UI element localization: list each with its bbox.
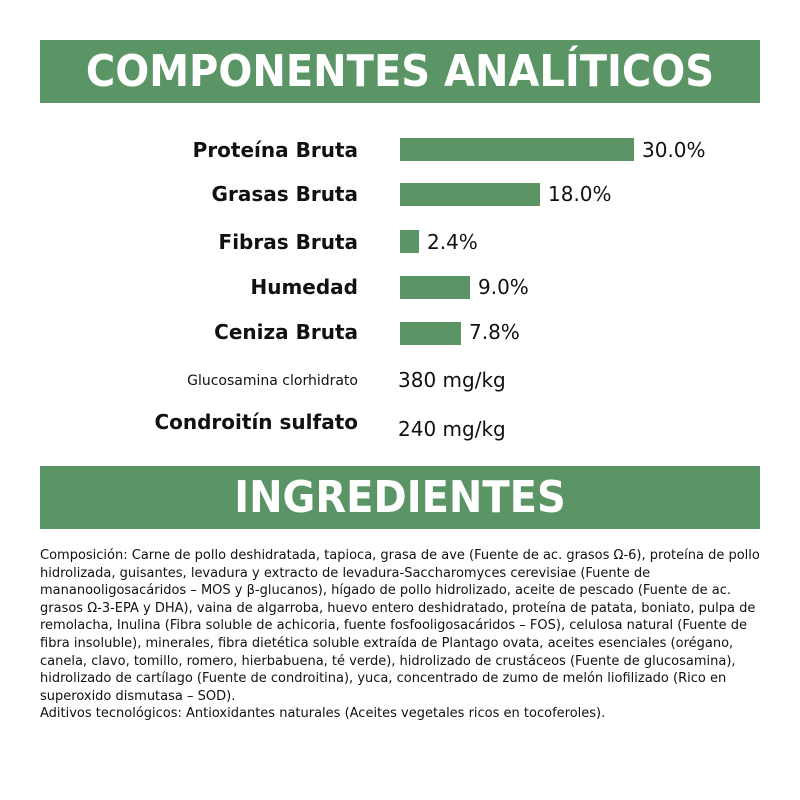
- analytic-row-label: Proteína Bruta: [192, 138, 358, 162]
- analytic-row-label: Grasas Bruta: [211, 182, 358, 206]
- chondroitin-value: 240 mg/kg: [398, 417, 506, 441]
- analytic-row-bar: [400, 322, 461, 345]
- analytic-row-bar: [400, 276, 470, 299]
- glucosamine-value: 380 mg/kg: [398, 368, 506, 392]
- analytic-components-banner: [40, 40, 760, 103]
- additives-paragraph: Aditivos tecnológicos: Antioxidantes naturales (Aceites vegetales ricos en tocoferoles).: [40, 706, 606, 722]
- analytic-row-value: 9.0%: [478, 275, 529, 299]
- analytic-row-bar: [400, 230, 419, 253]
- analytic-components-title: COMPONENTES ANALÍTICOS: [85, 46, 715, 97]
- chondroitin-label: Condroitín sulfato: [154, 410, 358, 434]
- analytic-row-bar: [400, 183, 540, 206]
- analytic-row-value: 2.4%: [427, 230, 478, 254]
- analytic-row-value: 30.0%: [642, 138, 706, 162]
- ingredients-text-block: [40, 547, 762, 723]
- analytic-row-label: Humedad: [250, 275, 358, 299]
- ingredients-title: INGREDIENTES: [234, 472, 566, 523]
- analytic-row-bar: [400, 138, 634, 161]
- analytic-row-label: Fibras Bruta: [218, 230, 358, 254]
- analytic-row-value: 7.8%: [469, 320, 520, 344]
- analytic-row-value: 18.0%: [548, 182, 612, 206]
- ingredients-banner: [40, 466, 760, 529]
- glucosamine-label: Glucosamina clorhidrato: [187, 373, 358, 389]
- composition-paragraph: Composición: Carne de pollo deshidratada, tapioca, grasa de ave (Fuente de ac. grasos Ω-6), proteína de pollo hidrolizada, guisantes, levadura y extracto de levadura-Saccharomyces cerevisiae (Fuente de mananooligosacáridos – MOS y β-glucanos), hígado de pollo hidrolizado, aceite de pescado (Fuente de ac. grasos Ω-3-EPA y DHA), vaina de algarroba, huevo entero deshidratado, proteína de patata, boniato, pulpa de remolacha, Inulina (Fibra soluble de achicoria, fuente fosfooligosacáridos – FOS), celulosa natural (Fuente de fibra insoluble), minerales, fibra dietética soluble extraída de Plantago ovata, aceites esenciales (orégano, canela, clavo, tomillo, romero, hierbabuena, té verde), hidrolizado de crustáceos (Fuente de glucosamina), hidrolizado de cartílago (Fuente de condroitina), yuca, concentrado de zumo de melón liofilizado (Rico en superoxido dismutasa – SOD).: [40, 548, 760, 704]
- analytic-row-label: Ceniza Bruta: [214, 320, 358, 344]
